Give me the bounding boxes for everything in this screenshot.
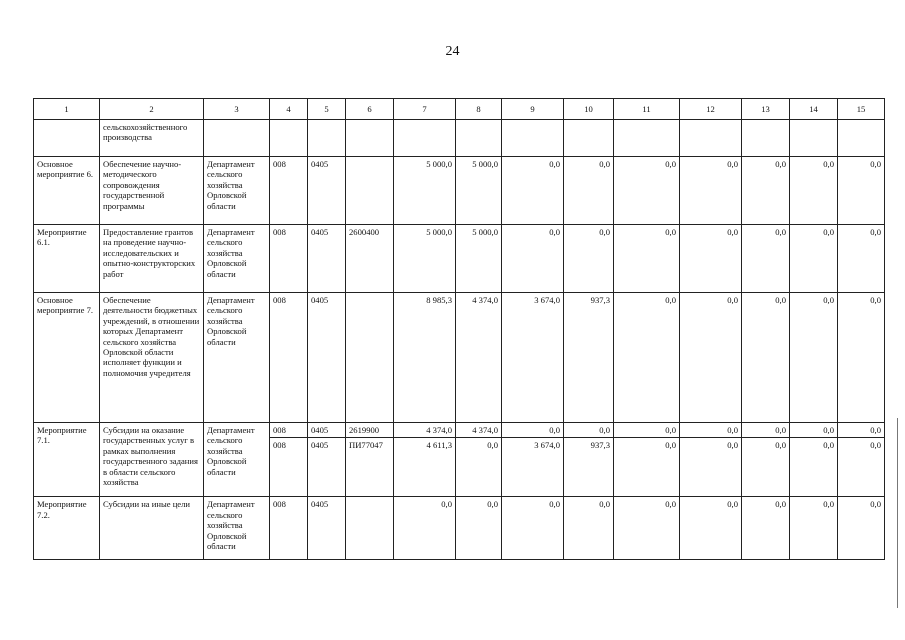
col-header: 6	[346, 99, 394, 120]
table-cell: 0,0	[502, 423, 564, 438]
table-cell	[742, 120, 790, 157]
table-cell: Департамент сельского хозяйства Орловской области	[204, 293, 270, 423]
table-cell: Департамент сельского хозяйства Орловской области	[204, 225, 270, 293]
col-header: 2	[100, 99, 204, 120]
table-cell: 8 985,3	[394, 293, 456, 423]
table-cell: Департамент сельского хозяйства Орловской области	[204, 423, 270, 497]
col-header: 7	[394, 99, 456, 120]
table-cell: 4 374,0	[456, 423, 502, 438]
table-cell	[680, 120, 742, 157]
table-cell: 5 000,0	[394, 157, 456, 225]
table-cell: 5 000,0	[394, 225, 456, 293]
table-cell: Субсидии на иные цели	[100, 497, 204, 560]
table-row-continuation	[34, 120, 885, 157]
table-cell: Предоставление грантов на проведение научно-исследовательских и опытно-конструкторских работ	[100, 225, 204, 293]
table-cell: 5 000,0	[456, 157, 502, 225]
table-cell: 008	[270, 225, 308, 293]
col-header: 8	[456, 99, 502, 120]
table-cell: 0,0	[742, 293, 790, 423]
table-cell: 0405	[308, 497, 346, 560]
table-cell	[34, 120, 100, 157]
table-cell: 937,3	[564, 438, 614, 497]
table-cell: 0,0	[742, 423, 790, 438]
table-cell: Обеспечение деятельности бюджетных учреждений, в отношении которых Департамент сельского хозяйства Орловской области исполняет функции и полномочия учредителя	[100, 293, 204, 423]
table-cell	[204, 120, 270, 157]
header-row	[34, 99, 885, 120]
table-cell	[308, 120, 346, 157]
col-header: 14	[790, 99, 838, 120]
table-cell: 0,0	[790, 225, 838, 293]
table-row-measure-7-1	[34, 423, 885, 438]
table-cell: 0,0	[742, 497, 790, 560]
table-cell: 008	[270, 497, 308, 560]
table-cell: 0,0	[838, 225, 885, 293]
table-cell: 0,0	[614, 438, 680, 497]
table-cell: 0,0	[790, 157, 838, 225]
table-cell: 0,0	[564, 423, 614, 438]
table-cell: 0,0	[614, 157, 680, 225]
table-cell: 0,0	[502, 157, 564, 225]
table-cell	[456, 120, 502, 157]
table-cell: 0405	[308, 423, 346, 438]
table-cell: 0,0	[680, 157, 742, 225]
table-cell	[790, 120, 838, 157]
table-cell: Департамент сельского хозяйства Орловской области	[204, 497, 270, 560]
table-cell: 0,0	[790, 423, 838, 438]
table-cell	[394, 120, 456, 157]
table-row-measure-6-1	[34, 225, 885, 293]
table-cell: 0,0	[394, 497, 456, 560]
table-cell: Обеспечение научно-методического сопровождения государственной программы	[100, 157, 204, 225]
table-cell: 0,0	[742, 438, 790, 497]
table-cell: 0,0	[838, 423, 885, 438]
table-cell: 0,0	[680, 438, 742, 497]
table-cell: 008	[270, 438, 308, 497]
table-cell: 0,0	[680, 293, 742, 423]
table-cell	[614, 120, 680, 157]
table-row-measure-7-2	[34, 497, 885, 560]
table-cell: 0,0	[614, 293, 680, 423]
table-cell: 0405	[308, 157, 346, 225]
table-cell: 0,0	[742, 157, 790, 225]
col-header: 3	[204, 99, 270, 120]
scan-edge-line	[897, 418, 898, 608]
table-cell: 0405	[308, 438, 346, 497]
table-cell	[502, 120, 564, 157]
table-cell: 0,0	[838, 438, 885, 497]
col-header: 13	[742, 99, 790, 120]
table-cell: 0,0	[456, 497, 502, 560]
table-cell: 3 674,0	[502, 438, 564, 497]
table-row-main-6	[34, 157, 885, 225]
table-cell: сельскохозяйственного производства	[100, 120, 204, 157]
table-cell: 3 674,0	[502, 293, 564, 423]
table-cell	[564, 120, 614, 157]
table-cell: Субсидии на оказание государственных услуг в рамках выполнения государственного задания в области сельского хозяйства	[100, 423, 204, 497]
table-cell: Основное мероприятие 7.	[34, 293, 100, 423]
col-header: 12	[680, 99, 742, 120]
table-cell: 008	[270, 157, 308, 225]
col-header: 9	[502, 99, 564, 120]
table-cell: Мероприятие 6.1.	[34, 225, 100, 293]
table-cell: Мероприятие 7.2.	[34, 497, 100, 560]
table-cell: 4 374,0	[456, 293, 502, 423]
table-cell: 0,0	[456, 438, 502, 497]
col-header: 15	[838, 99, 885, 120]
table-cell: Основное мероприятие 6.	[34, 157, 100, 225]
table-cell: 0,0	[614, 225, 680, 293]
table-cell: 0405	[308, 293, 346, 423]
page-number: 24	[445, 44, 460, 59]
table-cell: 0,0	[838, 293, 885, 423]
table-cell: 0,0	[790, 497, 838, 560]
col-header: 1	[34, 99, 100, 120]
table-row-main-7	[34, 293, 885, 423]
table-cell: 0,0	[680, 225, 742, 293]
col-header: 4	[270, 99, 308, 120]
table-cell: 0,0	[680, 423, 742, 438]
table-cell: 2619900	[346, 423, 394, 438]
table-cell: 0,0	[838, 157, 885, 225]
table-cell: ПИ77047	[346, 438, 394, 497]
table-cell: 0,0	[742, 225, 790, 293]
table-cell: 4 374,0	[394, 423, 456, 438]
table-cell	[270, 120, 308, 157]
table-cell: 0,0	[614, 497, 680, 560]
table-cell: 5 000,0	[456, 225, 502, 293]
table-cell	[346, 157, 394, 225]
table-cell: 0,0	[502, 497, 564, 560]
table-cell: 008	[270, 423, 308, 438]
table-cell	[838, 120, 885, 157]
table-cell	[346, 120, 394, 157]
table-cell: 0,0	[564, 225, 614, 293]
table-cell: Департамент сельского хозяйства Орловской области	[204, 157, 270, 225]
table-cell	[346, 293, 394, 423]
table-cell: 0,0	[614, 423, 680, 438]
table-cell: 0,0	[564, 497, 614, 560]
table-cell: 4 611,3	[394, 438, 456, 497]
table-cell: 0405	[308, 225, 346, 293]
col-header: 10	[564, 99, 614, 120]
table-cell: 0,0	[680, 497, 742, 560]
col-header: 11	[614, 99, 680, 120]
table-cell: 2600400	[346, 225, 394, 293]
table-cell: 937,3	[564, 293, 614, 423]
budget-table	[33, 98, 885, 560]
table-cell: 0,0	[564, 157, 614, 225]
col-header: 5	[308, 99, 346, 120]
table-cell: 0,0	[790, 293, 838, 423]
table-cell: 0,0	[502, 225, 564, 293]
table-cell: Мероприятие 7.1.	[34, 423, 100, 497]
table-cell: 0,0	[790, 438, 838, 497]
table-cell: 008	[270, 293, 308, 423]
table-cell: 0,0	[838, 497, 885, 560]
table-cell	[346, 497, 394, 560]
